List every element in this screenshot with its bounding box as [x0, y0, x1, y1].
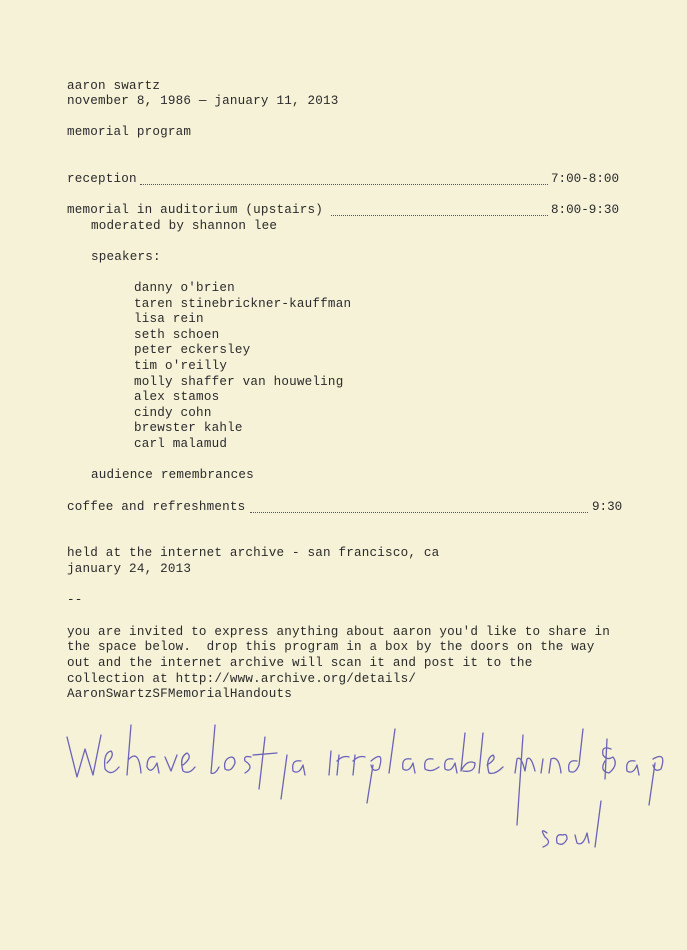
speaker-item: lisa rein — [134, 312, 204, 326]
coffee-leader — [250, 512, 588, 513]
reception-label: reception — [67, 172, 137, 186]
coffee-label: coffee and refreshments — [67, 500, 246, 514]
memorial-time: 8:00-9:30 — [551, 203, 620, 217]
speaker-item: cindy cohn — [134, 406, 212, 420]
speaker-item: carl malamud — [134, 437, 228, 451]
memorial-label: memorial in auditorium (upstairs) — [67, 203, 323, 217]
speaker-item: tim o'reilly — [134, 359, 228, 373]
venue-location: held at the internet archive - san francisco, ca — [67, 546, 440, 560]
memorial-leader — [331, 215, 548, 216]
invitation-line: AaronSwartzSFMemorialHandouts — [67, 687, 292, 701]
honoree-name: aaron swartz — [67, 79, 161, 93]
honoree-dates: november 8, 1986 — january 11, 2013 — [67, 94, 339, 108]
venue-date: january 24, 2013 — [67, 562, 192, 576]
invitation-line: out and the internet archive will scan it and post it to the — [67, 656, 533, 670]
invitation-line: the space below. drop this program in a box by the doors on the way — [67, 640, 595, 654]
speaker-item: taren stinebrickner-kauffman — [134, 297, 352, 311]
speaker-item: seth schoen — [134, 328, 220, 342]
speaker-item: molly shaffer van houweling — [134, 375, 344, 389]
audience-remembrances: audience remembrances — [91, 468, 254, 482]
speaker-item: brewster kahle — [134, 421, 243, 435]
invitation-line: collection at http://www.archive.org/details/ — [67, 672, 417, 686]
invitation-line: you are invited to express anything about aaron you'd like to share in — [67, 625, 611, 639]
coffee-time: 9:30 — [592, 500, 623, 514]
speaker-item: danny o'brien — [134, 281, 235, 295]
moderator-line: moderated by shannon lee — [91, 219, 278, 233]
separator: -- — [67, 593, 83, 607]
speaker-item: peter eckersley — [134, 343, 251, 357]
reception-time: 7:00-8:00 — [551, 172, 620, 186]
speaker-item: alex stamos — [134, 390, 220, 404]
speakers-heading: speakers: — [91, 250, 161, 264]
program-title: memorial program — [67, 125, 192, 139]
reception-leader — [140, 184, 548, 185]
handwritten-note — [55, 715, 675, 855]
